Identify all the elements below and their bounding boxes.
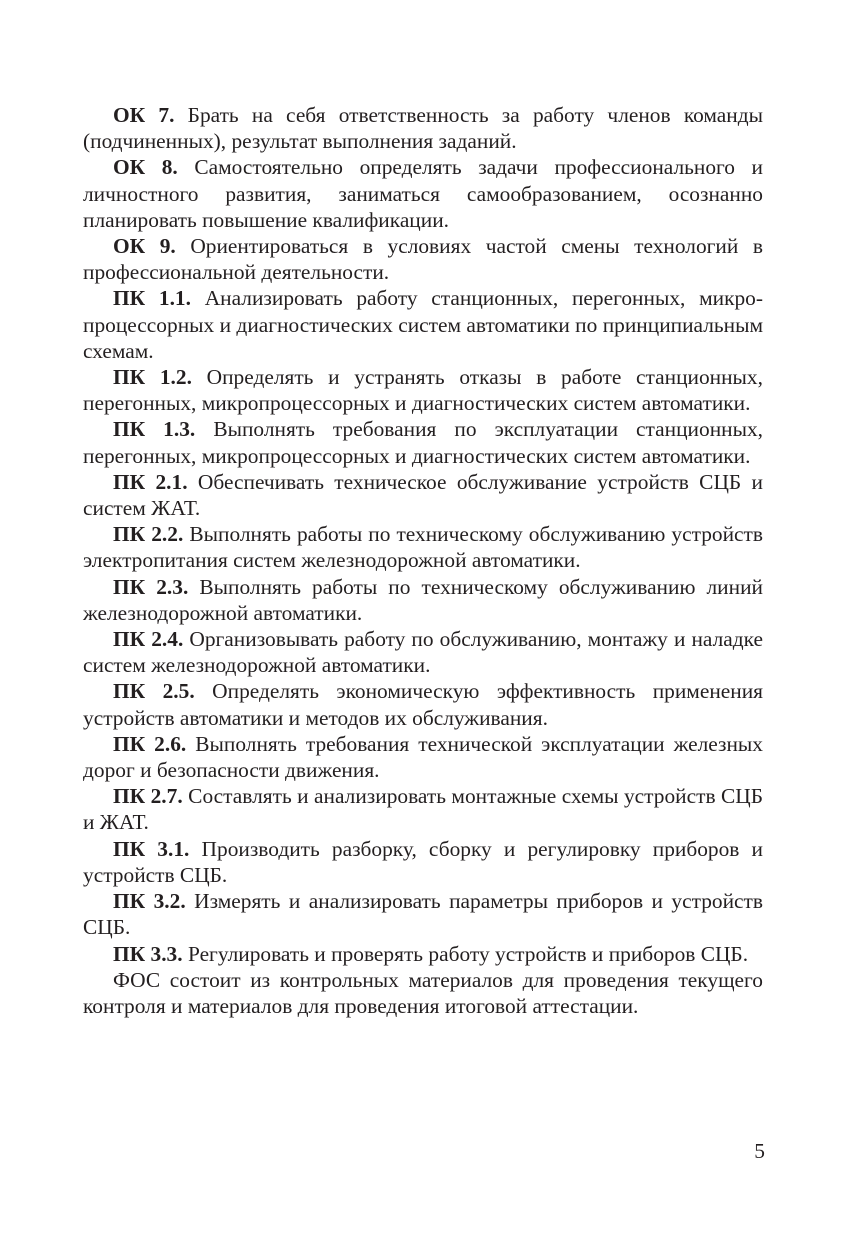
competency-code: ПК 2.5. xyxy=(113,679,195,704)
paragraph-pk2-7 xyxy=(83,783,763,835)
competency-code: ПК 2.7. xyxy=(113,784,183,809)
competency-text: Обеспечивать техническое обслуживание устройств СЦБ и систем ЖАТ. xyxy=(83,469,763,521)
paragraph-pk1-2 xyxy=(83,364,763,416)
paragraph-pk1-3 xyxy=(83,416,763,468)
competency-text: Измерять и анализировать параметры приборов и устройств СЦБ. xyxy=(83,889,763,940)
competency-code: ПК 1.2. xyxy=(113,365,192,390)
document-body xyxy=(83,102,763,1019)
paragraph-pk2-1 xyxy=(83,469,763,521)
paragraph-text: ФОС состоит из контрольных материалов для проведения текущего контроля и материалов для проведения итоговой аттестации. xyxy=(83,967,763,1018)
paragraph-pk2-2 xyxy=(83,521,763,573)
competency-text: Выполнять требования по эксплуатации станционных, перегонных, микропроцессорных и диагностических систем автоматики. xyxy=(83,417,763,468)
competency-code: ОК 8. xyxy=(113,155,178,180)
competency-text: Составлять и анализировать монтажные схемы устройств СЦБ и ЖАТ. xyxy=(83,784,764,835)
paragraph-pk2-5 xyxy=(83,678,763,730)
competency-code: ПК 1.1. xyxy=(113,286,191,311)
competency-text: Выполнять работы по техническому обслуживанию устройств электропитания систем железнодорожной автоматики. xyxy=(83,522,763,573)
competency-text: Анализировать работу станционных, перегонных, микропроцессорных и диагностических систем автоматики по принципиальным схемам. xyxy=(83,286,763,363)
competency-text: Определять и устранять отказы в работе станционных, перегонных, микропроцессорных и диагностических систем автоматики. xyxy=(83,365,763,416)
paragraph-pk2-4 xyxy=(83,626,763,678)
competency-text: Брать на себя ответственность за работу членов команды (подчиненных), результат выполнения заданий. xyxy=(83,103,764,154)
competency-text: Определять экономическую эффективность применения устройств автоматики и методов их обслуживания. xyxy=(83,679,763,730)
paragraph-fos-summary xyxy=(83,967,763,1019)
competency-text: Самостоятельно определять задачи профессионального и личностного развития, заниматься самообразованием, осознанно планировать повышение квалификации. xyxy=(83,155,763,232)
competency-text: Выполнять требования технической эксплуатации железных дорог и безопасности движения. xyxy=(83,731,763,783)
competency-code: ПК 3.2. xyxy=(113,889,186,914)
competency-text: Организовывать работу по обслуживанию, монтажу и наладке систем железнодорожной автоматики. xyxy=(83,627,763,678)
paragraph-pk2-6 xyxy=(83,731,763,783)
competency-text: Производить разборку, сборку и регулировку приборов и устройств СЦБ. xyxy=(83,836,763,887)
paragraph-ok7 xyxy=(83,102,763,154)
competency-text: Ориентироваться в условиях частой смены технологий в профессиональной деятельности. xyxy=(83,234,763,285)
competency-text: Выполнять работы по техническому обслуживанию линий железнодорожной автоматики. xyxy=(83,574,763,625)
competency-code: ПК 3.1. xyxy=(113,836,190,861)
paragraph-ok8 xyxy=(83,154,763,233)
paragraph-pk3-2 xyxy=(83,888,763,940)
competency-code: ПК 2.3. xyxy=(113,574,189,599)
competency-code: ПК 3.3. xyxy=(113,941,183,966)
paragraph-ok9 xyxy=(83,233,763,285)
paragraph-pk1-1 xyxy=(83,285,763,364)
competency-code: ПК 2.4. xyxy=(113,627,184,652)
paragraph-pk3-1 xyxy=(83,836,763,888)
competency-code: ОК 7. xyxy=(113,103,175,127)
page-number: 5 xyxy=(754,1139,765,1163)
paragraph-pk2-3 xyxy=(83,574,763,626)
competency-code: ОК 9. xyxy=(113,234,176,259)
competency-code: ПК 2.1. xyxy=(113,469,188,494)
competency-code: ПК 1.3. xyxy=(113,417,196,442)
competency-code: ПК 2.2. xyxy=(113,522,184,547)
paragraph-pk3-3 xyxy=(83,941,763,967)
competency-text: Регулировать и проверять работу устройств и приборов СЦБ. xyxy=(187,941,749,966)
competency-code: ПК 2.6. xyxy=(113,731,187,756)
